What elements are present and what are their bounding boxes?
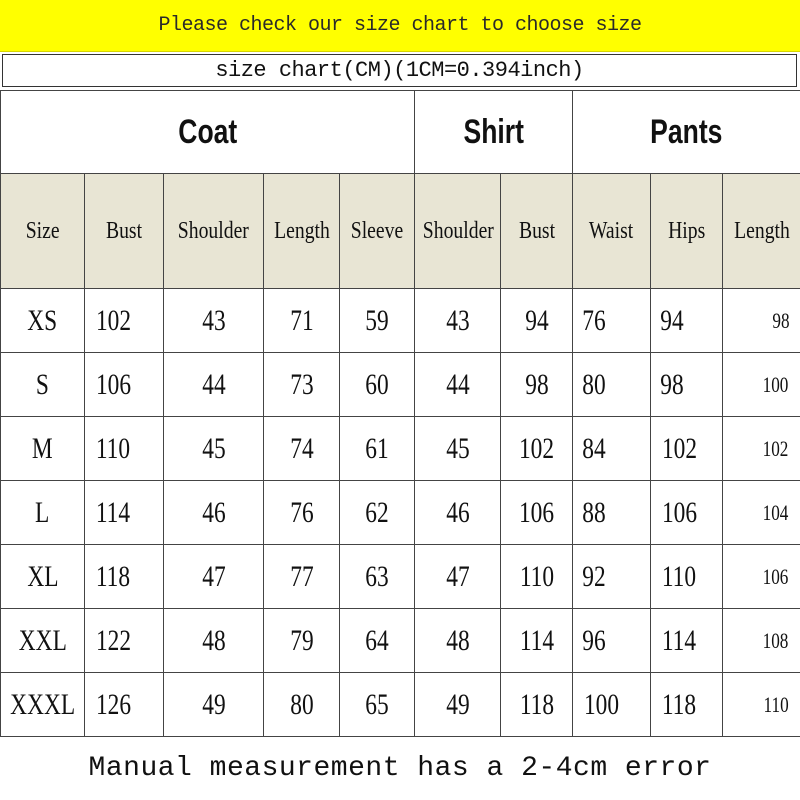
table-row: [1, 289, 800, 353]
table-cell: 49: [164, 673, 264, 737]
column-header: Sleeve: [340, 174, 415, 289]
table-cell: 102: [723, 417, 800, 481]
table-cell: 110: [85, 417, 164, 481]
table-cell: 47: [415, 545, 501, 609]
column-header: Length: [723, 174, 800, 289]
table-cell: 76: [573, 289, 651, 353]
table-cell: 45: [415, 417, 501, 481]
table-cell: 80: [573, 353, 651, 417]
table-cell: 46: [415, 481, 501, 545]
table-cell: 43: [164, 289, 264, 353]
table-cell: 46: [164, 481, 264, 545]
table-cell: 110: [723, 673, 800, 737]
table-cell: 44: [415, 353, 501, 417]
table-cell: 88: [573, 481, 651, 545]
table-cell: 62: [340, 481, 415, 545]
table-cell: 94: [501, 289, 573, 353]
table-cell: 98: [651, 353, 723, 417]
column-header: Size: [1, 174, 85, 289]
table-cell: 118: [501, 673, 573, 737]
table-cell: 100: [723, 353, 800, 417]
table-cell: 59: [340, 289, 415, 353]
column-header: Bust: [85, 174, 164, 289]
table-cell: 49: [415, 673, 501, 737]
table-cell: 74: [264, 417, 340, 481]
size-cell: XXL: [1, 609, 85, 673]
size-cell: XL: [1, 545, 85, 609]
table-cell: 114: [651, 609, 723, 673]
banner-text: Please check our size chart to choose size: [158, 14, 642, 37]
table-cell: 106: [85, 353, 164, 417]
column-header: Shoulder: [415, 174, 501, 289]
table-cell: 106: [651, 481, 723, 545]
table-cell: 118: [651, 673, 723, 737]
table-cell: 114: [85, 481, 164, 545]
table-cell: 102: [501, 417, 573, 481]
table-cell: 98: [501, 353, 573, 417]
table-cell: 114: [501, 609, 573, 673]
banner: [0, 0, 800, 52]
table-row: [1, 609, 800, 673]
table-cell: 43: [415, 289, 501, 353]
size-cell: XS: [1, 289, 85, 353]
table-cell: 118: [85, 545, 164, 609]
table-cell: 108: [723, 609, 800, 673]
group-shirt: Shirt: [415, 91, 573, 174]
column-header: Bust: [501, 174, 573, 289]
table-cell: 48: [164, 609, 264, 673]
table-cell: 110: [501, 545, 573, 609]
table-row: [1, 481, 800, 545]
table-cell: 100: [573, 673, 651, 737]
table-cell: 63: [340, 545, 415, 609]
footer-text: Manual measurement has a 2-4cm error: [88, 752, 712, 784]
table-cell: 84: [573, 417, 651, 481]
table-cell: 126: [85, 673, 164, 737]
table-cell: 106: [501, 481, 573, 545]
size-chart-table: [0, 90, 800, 737]
size-chart-subtitle: [2, 54, 797, 87]
table-cell: 64: [340, 609, 415, 673]
table-cell: 94: [651, 289, 723, 353]
table-cell: 104: [723, 481, 800, 545]
table-cell: 47: [164, 545, 264, 609]
measurement-note: [0, 740, 800, 796]
group-coat: Coat: [1, 91, 415, 174]
table-cell: 96: [573, 609, 651, 673]
table-cell: 92: [573, 545, 651, 609]
size-cell: M: [1, 417, 85, 481]
column-header: Shoulder: [164, 174, 264, 289]
table-cell: 73: [264, 353, 340, 417]
table-cell: 48: [415, 609, 501, 673]
column-header-row: [1, 174, 800, 289]
table-row: [1, 545, 800, 609]
table-row: [1, 353, 800, 417]
size-cell: XXXL: [1, 673, 85, 737]
subtitle-text: size chart(CM)(1CM=0.394inch): [215, 58, 584, 83]
column-header: Length: [264, 174, 340, 289]
table-row: [1, 673, 800, 737]
table-cell: 80: [264, 673, 340, 737]
group-header-row: [1, 91, 800, 174]
table-cell: 102: [85, 289, 164, 353]
column-header: Hips: [651, 174, 723, 289]
column-header: Waist: [573, 174, 651, 289]
table-cell: 122: [85, 609, 164, 673]
table-cell: 65: [340, 673, 415, 737]
size-cell: L: [1, 481, 85, 545]
table-cell: 106: [723, 545, 800, 609]
group-pants: Pants: [573, 91, 800, 174]
table-cell: 102: [651, 417, 723, 481]
table-row: [1, 417, 800, 481]
table-cell: 98: [723, 289, 800, 353]
table-cell: 77: [264, 545, 340, 609]
table-cell: 79: [264, 609, 340, 673]
table-cell: 45: [164, 417, 264, 481]
table-cell: 60: [340, 353, 415, 417]
size-cell: S: [1, 353, 85, 417]
table-cell: 110: [651, 545, 723, 609]
table-cell: 76: [264, 481, 340, 545]
table-cell: 61: [340, 417, 415, 481]
table-cell: 44: [164, 353, 264, 417]
table-cell: 71: [264, 289, 340, 353]
